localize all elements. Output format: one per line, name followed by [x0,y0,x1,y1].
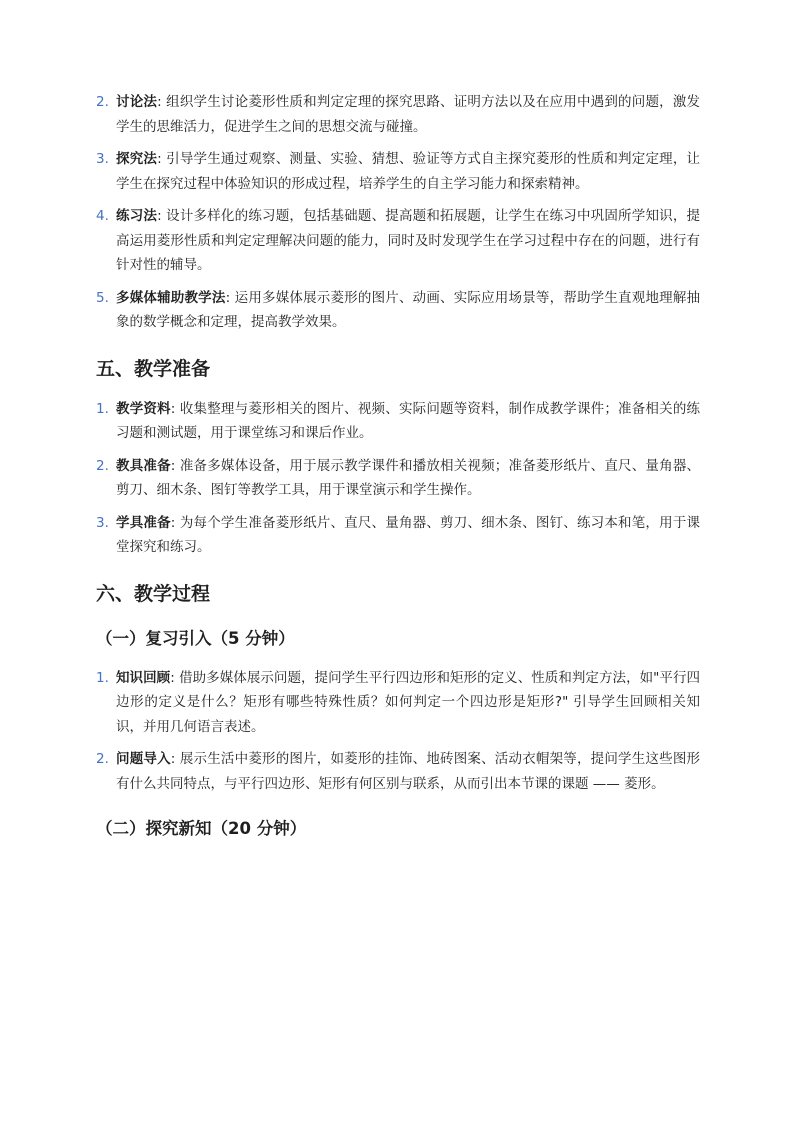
list-term: 练习法 [116,208,158,224]
list-item [96,666,700,740]
review-list [96,666,700,797]
term-separator: : [170,669,175,686]
list-number: 1. [96,669,109,686]
term-separator: : [170,514,176,531]
document-content [96,90,700,842]
list-text: 借助多媒体展示问题，提问学生平行四边形和矩形的定义、性质和判定方法，如"平行四边形的定义是什么？矩形有哪些特殊性质？如何判定一个四边形是矩形?" 引导学生回顾相关知识，并用几何语言表述。 [116,669,701,735]
list-text: 展示生活中菱形的图片，如菱形的挂饰、地砖图案、活动衣帽架等，提问学生这些图形有什么共同特点，与平行四边形、矩形有何区别与联系，从而引出本节课的课题 —— 菱形。 [116,751,701,792]
list-term: 问题导入 [116,751,171,767]
list-text: 运用多媒体展示菱形的图片、动画、实际应用场景等，帮助学生直观地理解抽象的数学概念和定理，提高教学效果。 [116,289,701,330]
list-item [96,90,700,139]
term-separator: : [157,208,162,224]
list-item [96,747,700,796]
list-text: 收集整理与菱形相关的图片、视频、实际问题等资料，制作成教学课件；准备相关的练习题和测试题，用于课堂练习和课后作业。 [116,400,701,441]
list-number: 3. [96,151,109,167]
list-item [96,147,700,196]
term-separator: : [157,94,162,110]
list-term: 学具准备 [116,514,171,531]
preparation-list [96,397,700,560]
list-number: 3. [96,514,109,531]
list-item [96,397,700,446]
list-term: 知识回顾 [116,669,171,686]
list-text: 组织学生讨论菱形性质和判定定理的探究思路、证明方法以及在应用中遇到的问题，激发学生的思维活力，促进学生之间的思想交流与碰撞。 [116,94,701,135]
list-number: 2. [96,751,109,767]
section-heading-process: 六、教学过程 [96,582,211,605]
list-number: 4. [96,208,109,224]
teaching-methods-list [96,90,700,335]
term-separator: : [170,457,176,474]
list-text: 准备多媒体设备，用于展示教学课件和播放相关视频；准备菱形纸片、直尺、量角器、剪刀、细木条、图钉等教学工具，用于课堂演示和学生操作。 [116,457,701,498]
term-separator: : [225,289,231,306]
list-term: 多媒体辅助教学法 [116,289,226,306]
list-text: 引导学生通过观察、测量、实验、猜想、验证等方式自主探究菱形的性质和判定定理，让学生在探究过程中体验知识的形成过程，培养学生的自主学习能力和探索精神。 [116,151,701,192]
list-text: 设计多样化的练习题，包括基础题、提高题和拓展题，让学生在练习中巩固所学知识，提高运用菱形性质和判定定理解决问题的能力，同时及时发现学生在学习过程中存在的问题，进行有针对性的辅导。 [116,208,701,273]
list-number: 2. [96,457,109,474]
subsection-heading-explore: （二）探究新知（20 分钟） [96,819,307,838]
list-item [96,511,700,560]
list-item [96,286,700,335]
list-item [96,204,700,278]
term-separator: : [170,400,176,417]
list-number: 2. [96,94,109,110]
list-number: 1. [96,400,109,417]
list-text: 为每个学生准备菱形纸片、直尺、量角器、剪刀、细木条、图钉、练习本和笔，用于课堂探究和练习。 [116,514,701,555]
term-separator: : [170,751,176,767]
list-term: 探究法 [116,151,158,167]
section-heading-preparation: 五、教学准备 [96,357,211,380]
list-item [96,454,700,503]
list-term: 教具准备 [116,457,171,474]
list-term: 教学资料 [116,400,171,417]
term-separator: : [157,151,162,167]
list-term: 讨论法 [116,94,158,110]
list-number: 5. [96,289,109,306]
subsection-heading-review: （一）复习引入（5 分钟） [96,628,295,648]
